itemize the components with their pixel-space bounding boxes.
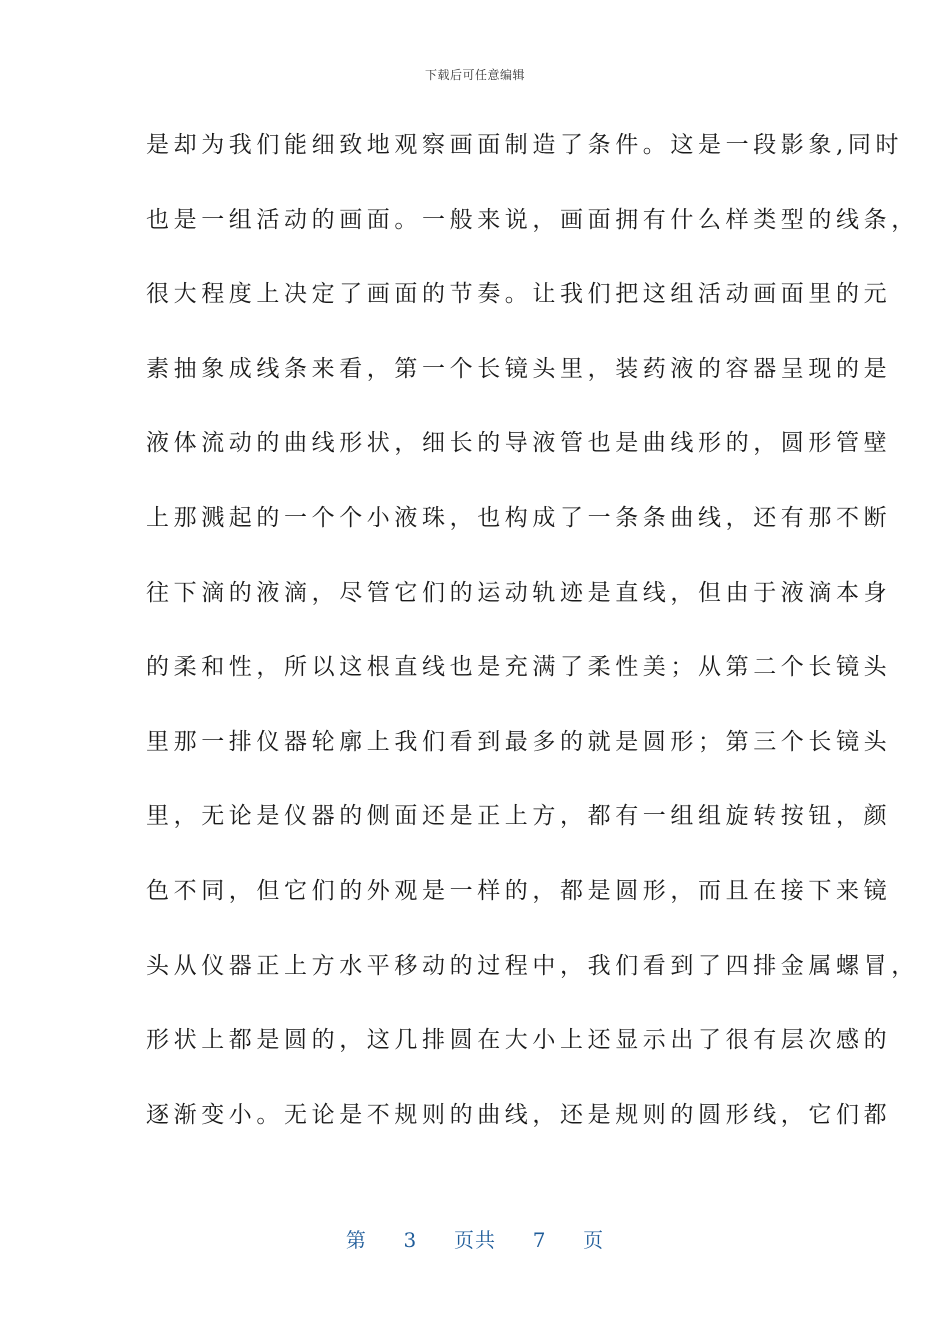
page-footer	[0, 1224, 950, 1253]
body-line: 是却为我们能细致地观察画面制造了条件。这是一段影象,同时	[146, 132, 904, 158]
body-line: 也是一组活动的画面。一般来说，画面拥有什么样类型的线条，	[146, 206, 919, 233]
body-line: 上那溅起的一个个小液珠，也构成了一条条曲线，还有那不断	[146, 504, 892, 531]
body-line: 形状上都是圆的，这几排圆在大小上还显示出了很有层次感的	[146, 1027, 892, 1054]
body-line: 色不同，但它们的外观是一样的，都是圆形，而且在接下来镜	[146, 877, 892, 904]
body-line: 里，无论是仪器的侧面还是正上方，都有一组组旋转按钮，颜	[146, 803, 892, 830]
page-header: 下载后可任意编辑	[424, 68, 525, 82]
footer-middle: 页共	[454, 1228, 496, 1252]
body-line: 里那一排仪器轮廓上我们看到最多的就是圆形；第三个长镜头	[146, 728, 892, 755]
total-page-number: 7	[532, 1228, 547, 1252]
document-body	[146, 122, 919, 1166]
body-line: 头从仪器正上方水平移动的过程中，我们看到了四排金属螺冒，	[146, 952, 919, 979]
body-line: 逐渐变小。无论是不规则的曲线，还是规则的圆形线，它们都	[146, 1101, 892, 1128]
body-line: 很大程度上决定了画面的节奏。让我们把这组活动画面里的元	[146, 281, 892, 308]
footer-prefix: 第	[345, 1228, 367, 1252]
current-page-number: 3	[403, 1228, 418, 1252]
footer-suffix: 页	[583, 1228, 605, 1252]
body-line: 素抽象成线条来看，第一个长镜头里，装药液的容器呈现的是	[146, 355, 892, 382]
body-line: 往下滴的液滴，尽管它们的运动轨迹是直线，但由于液滴本身	[146, 579, 892, 606]
body-line: 液体流动的曲线形状，细长的导液管也是曲线形的，圆形管壁	[146, 430, 892, 457]
body-line: 的柔和性，所以这根直线也是充满了柔性美；从第二个长镜头	[146, 654, 892, 681]
